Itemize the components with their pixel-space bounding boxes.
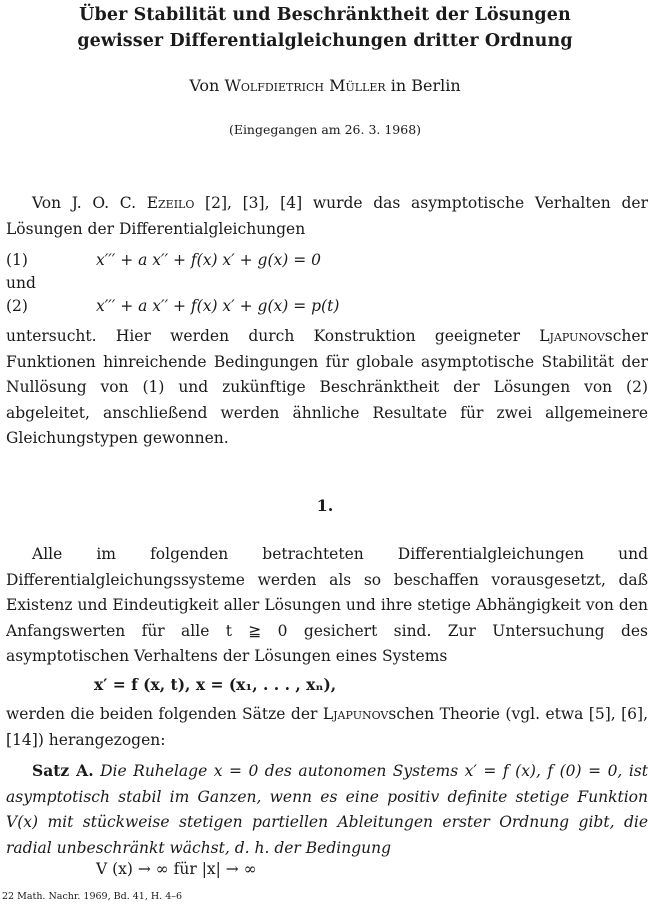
section1-para2-b: schen Theorie (vgl. etwa [5], [6], [14]) herangezogen: bbox=[6, 705, 648, 749]
satz-a-label: Satz A. bbox=[32, 761, 94, 780]
intro-paragraph-2 bbox=[6, 324, 648, 452]
section-heading-1: 1. bbox=[316, 496, 334, 515]
author-line bbox=[0, 76, 650, 95]
system-equation: x′ = f (x, t), x = (x₁, . . . , xₙ), bbox=[94, 675, 337, 694]
title-line-1: Über Stabilität und Beschränktheit der Lösungen bbox=[79, 5, 571, 25]
intro-para2-a: untersucht. Hier werden durch Konstruktion geeigneter bbox=[6, 327, 540, 345]
equation-2: x′′′ + a x′′ + f(x) x′ + g(x) = p(t) bbox=[96, 297, 340, 315]
condition-equation: V (x) → ∞ für |x| → ∞ bbox=[96, 860, 257, 878]
satz-a bbox=[6, 758, 648, 861]
ljapunov-name-2: Ljapunov bbox=[322, 705, 389, 723]
author-name: Wolfdietrich Müller bbox=[224, 76, 386, 95]
equation-1: x′′′ + a x′′ + f(x) x′ + g(x) = 0 bbox=[96, 251, 321, 269]
received-date: (Eingegangen am 26. 3. 1968) bbox=[228, 122, 422, 137]
section1-paragraph-2 bbox=[6, 702, 648, 753]
equation-2-label: (2) bbox=[6, 297, 28, 315]
intro-line2: der Lösungen der Differentialgleichungen bbox=[6, 194, 648, 238]
intro-line1-b: [2], [3], [4] wurde das asymptotische Verhalten bbox=[194, 194, 611, 212]
ljapunov-name-1: Ljapunov bbox=[539, 327, 605, 345]
author-suffix: in Berlin bbox=[390, 76, 461, 95]
title-line-2: gewisser Differentialgleichungen dritter Ordnung bbox=[77, 31, 573, 51]
page-footer: 22 Math. Nachr. 1969, Bd. 41, H. 4–6 bbox=[2, 891, 183, 902]
intro-cited-name: Ezeilo bbox=[146, 194, 195, 212]
equation-1-label: (1) bbox=[6, 251, 28, 269]
section1-para2-a: werden die beiden folgenden Sätze der bbox=[6, 705, 323, 723]
intro-para2-b: scher Funktionen hinreichende Bedingungen für globale asymptotische Stabilität der Nullösung von (1) und zukünftige Beschränktheit der Lösungen von (2) abgeleitet, anschließend werden ähnliche Resultate für zwei allgemeinere Gleichungstypen gewonnen. bbox=[6, 327, 648, 447]
section1-paragraph: Alle im folgenden betrachteten Differentialgleichungen und Differentialgleichungssysteme werden als so beschaffen vorausgesetzt, daß Existenz und Eindeutigkeit aller Lösungen und ihre stetige Abhängigkeit von den Anfangswerten für alle t ≧ 0 gesichert sind. Zur Untersuchung des asymptotischen Verhaltens der Lösungen eines Systems bbox=[6, 545, 648, 665]
intro-paragraph-1 bbox=[6, 191, 648, 242]
satz-a-text: Die Ruhelage x = 0 des autonomen Systems x′ = f (x), f (0) = 0, ist asymptotisch stabil im Ganzen, wenn es eine positiv definite stetige Funktion V(x) mit stückweise stetigen partiellen Ableitungen erster Ordnung gibt, die radial unbeschränkt wächst, d. h. der Bedingung bbox=[6, 762, 648, 857]
und-word: und bbox=[6, 274, 36, 292]
author-prefix: Von bbox=[189, 76, 220, 95]
intro-line1-a: Von J. O. C. bbox=[32, 194, 147, 212]
